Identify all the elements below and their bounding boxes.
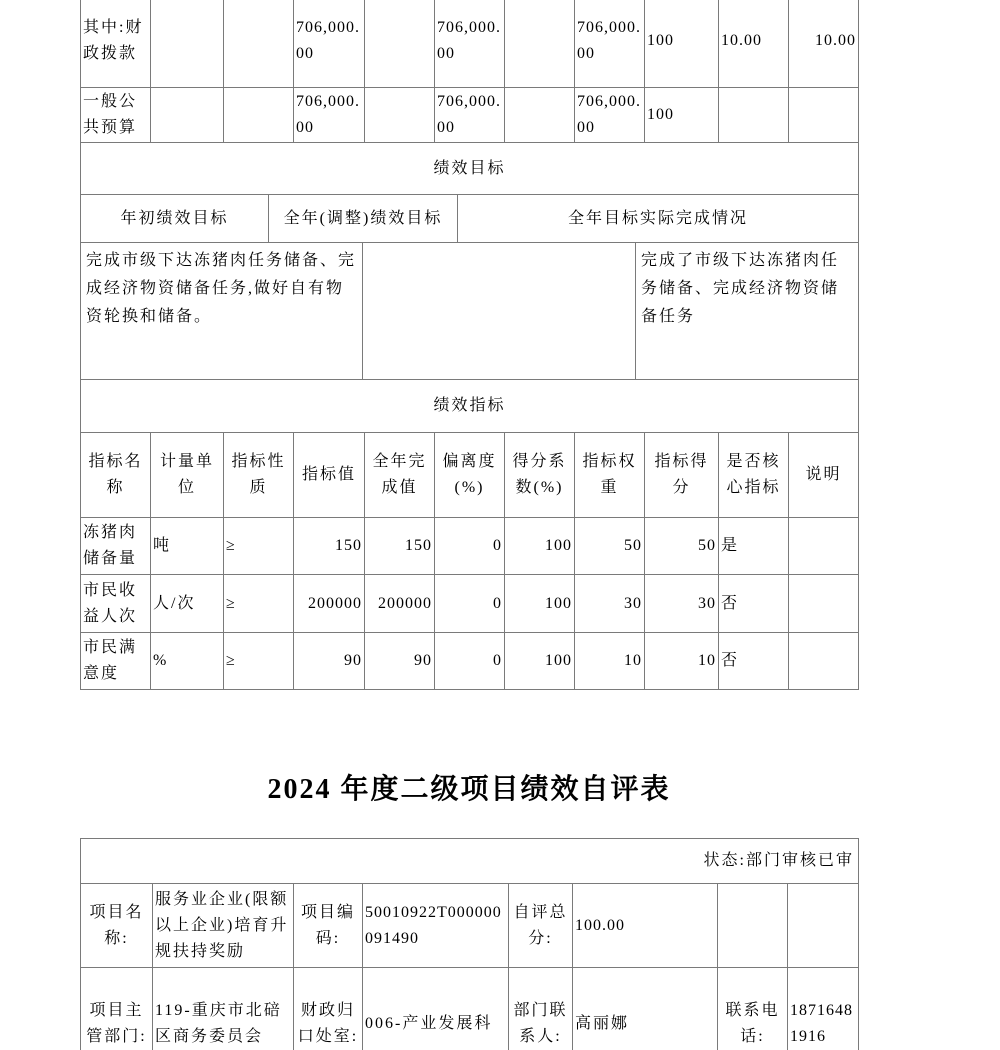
score-cell: 10.00 bbox=[719, 0, 789, 88]
finance-office-label: 财政归口处室: bbox=[294, 968, 363, 1050]
column-header: 指标性质 bbox=[224, 433, 294, 518]
indicator-note bbox=[789, 518, 859, 575]
department-value: 119-重庆市北碚区商务委员会 bbox=[153, 968, 294, 1050]
table-header-row bbox=[81, 433, 859, 518]
budget-amount-cell: 706,000.00 bbox=[575, 88, 645, 143]
phone-label: 联系电话: bbox=[718, 968, 788, 1050]
indicator-score: 30 bbox=[645, 575, 719, 633]
funding-row-label: 其中:财政拨款 bbox=[81, 0, 151, 88]
table-row bbox=[81, 243, 859, 380]
column-header: 指标名称 bbox=[81, 433, 151, 518]
table-row bbox=[81, 968, 859, 1050]
indicator-weight: 30 bbox=[575, 575, 645, 633]
project-name-label: 项目名称: bbox=[81, 884, 153, 968]
table-cell bbox=[788, 884, 859, 968]
table-row bbox=[81, 884, 859, 968]
indicator-row bbox=[81, 518, 859, 575]
section-header-performance-indicators: 绩效指标 bbox=[81, 380, 859, 433]
indicator-weight: 50 bbox=[575, 518, 645, 575]
actual-completion-text: 完成了市级下达冻猪肉任务储备、完成经济物资储备任务 bbox=[636, 243, 859, 380]
self-eval-score-value: 100.00 bbox=[573, 884, 718, 968]
indicator-deviation: 0 bbox=[435, 633, 505, 690]
page-title: 2024 年度二级项目绩效自评表 bbox=[267, 774, 671, 805]
table-cell bbox=[224, 0, 294, 88]
table-row bbox=[81, 380, 859, 433]
column-header: 偏离度(%) bbox=[435, 433, 505, 518]
indicator-target-value: 200000 bbox=[294, 575, 365, 633]
budget-amount-cell: 706,000.00 bbox=[294, 0, 365, 88]
indicator-is-core: 否 bbox=[719, 633, 789, 690]
table-cell bbox=[505, 0, 575, 88]
status-badge: 状态:部门审核已审 bbox=[81, 839, 859, 884]
adjusted-goal-text bbox=[363, 243, 636, 380]
indicator-unit: 吨 bbox=[151, 518, 224, 575]
indicator-note bbox=[789, 575, 859, 633]
table-row bbox=[81, 88, 859, 143]
indicator-nature: ≥ bbox=[224, 575, 294, 633]
finance-office-value: 006-产业发展科 bbox=[363, 968, 509, 1050]
column-header: 计量单位 bbox=[151, 433, 224, 518]
indicator-unit: 人/次 bbox=[151, 575, 224, 633]
table-cell bbox=[224, 88, 294, 143]
indicator-is-core: 是 bbox=[719, 518, 789, 575]
score-cell: 10.00 bbox=[789, 0, 859, 88]
indicator-name: 冻猪肉储备量 bbox=[81, 518, 151, 575]
indicator-target-value: 150 bbox=[294, 518, 365, 575]
column-header-actual-completion: 全年目标实际完成情况 bbox=[458, 195, 859, 243]
initial-goal-text: 完成市级下达冻猪肉任务储备、完成经济物资储备任务,做好自有物资轮换和储备。 bbox=[81, 243, 363, 380]
table-row bbox=[81, 0, 859, 88]
budget-amount-cell: 706,000.00 bbox=[435, 0, 505, 88]
table-row bbox=[81, 195, 859, 243]
indicator-score-coefficient: 100 bbox=[505, 518, 575, 575]
indicator-score-coefficient: 100 bbox=[505, 575, 575, 633]
project-code-label: 项目编码: bbox=[294, 884, 363, 968]
indicator-nature: ≥ bbox=[224, 633, 294, 690]
table-cell bbox=[151, 88, 224, 143]
contact-person-value: 高丽娜 bbox=[573, 968, 718, 1050]
indicator-score: 10 bbox=[645, 633, 719, 690]
indicator-nature: ≥ bbox=[224, 518, 294, 575]
performance-summary-table bbox=[80, 0, 859, 690]
table-cell bbox=[718, 884, 788, 968]
indicator-weight: 10 bbox=[575, 633, 645, 690]
indicator-completed-value: 90 bbox=[365, 633, 435, 690]
column-header-initial-goal: 年初绩效目标 bbox=[81, 195, 269, 243]
budget-amount-cell: 706,000.00 bbox=[294, 88, 365, 143]
indicator-is-core: 否 bbox=[719, 575, 789, 633]
indicator-unit: % bbox=[151, 633, 224, 690]
indicator-score-coefficient: 100 bbox=[505, 633, 575, 690]
project-name-value: 服务业企业(限额以上企业)培育升规扶持奖励 bbox=[153, 884, 294, 968]
table-row bbox=[81, 143, 859, 195]
table-cell bbox=[789, 88, 859, 143]
indicator-deviation: 0 bbox=[435, 518, 505, 575]
column-header: 指标得分 bbox=[645, 433, 719, 518]
column-header: 说明 bbox=[789, 433, 859, 518]
table-row bbox=[81, 839, 859, 884]
section-header-performance-goals: 绩效目标 bbox=[81, 143, 859, 195]
table-cell bbox=[151, 0, 224, 88]
indicator-row bbox=[81, 575, 859, 633]
column-header: 指标权重 bbox=[575, 433, 645, 518]
contact-person-label: 部门联系人: bbox=[509, 968, 573, 1050]
column-header: 是否核心指标 bbox=[719, 433, 789, 518]
table-cell bbox=[365, 0, 435, 88]
indicator-completed-value: 200000 bbox=[365, 575, 435, 633]
table-cell bbox=[365, 88, 435, 143]
column-header: 指标值 bbox=[294, 433, 365, 518]
table-cell bbox=[505, 88, 575, 143]
column-header: 得分系数(%) bbox=[505, 433, 575, 518]
funding-row-label: 一般公共预算 bbox=[81, 88, 151, 143]
budget-amount-cell: 706,000.00 bbox=[575, 0, 645, 88]
table-cell bbox=[719, 88, 789, 143]
indicator-deviation: 0 bbox=[435, 575, 505, 633]
execution-rate-cell: 100 bbox=[645, 88, 719, 143]
indicator-name: 市民满意度 bbox=[81, 633, 151, 690]
self-eval-score-label: 自评总分: bbox=[509, 884, 573, 968]
indicator-row bbox=[81, 633, 859, 690]
column-header: 全年完成值 bbox=[365, 433, 435, 518]
department-label: 项目主管部门: bbox=[81, 968, 153, 1050]
indicator-name: 市民收益人次 bbox=[81, 575, 151, 633]
project-code-value: 50010922T000000091490 bbox=[363, 884, 509, 968]
indicator-note bbox=[789, 633, 859, 690]
execution-rate-cell: 100 bbox=[645, 0, 719, 88]
indicator-score: 50 bbox=[645, 518, 719, 575]
indicator-completed-value: 150 bbox=[365, 518, 435, 575]
indicator-target-value: 90 bbox=[294, 633, 365, 690]
self-eval-table bbox=[80, 838, 859, 1050]
column-header-adjusted-goal: 全年(调整)绩效目标 bbox=[269, 195, 458, 243]
phone-value: 18716481916 bbox=[788, 968, 859, 1050]
budget-amount-cell: 706,000.00 bbox=[435, 88, 505, 143]
